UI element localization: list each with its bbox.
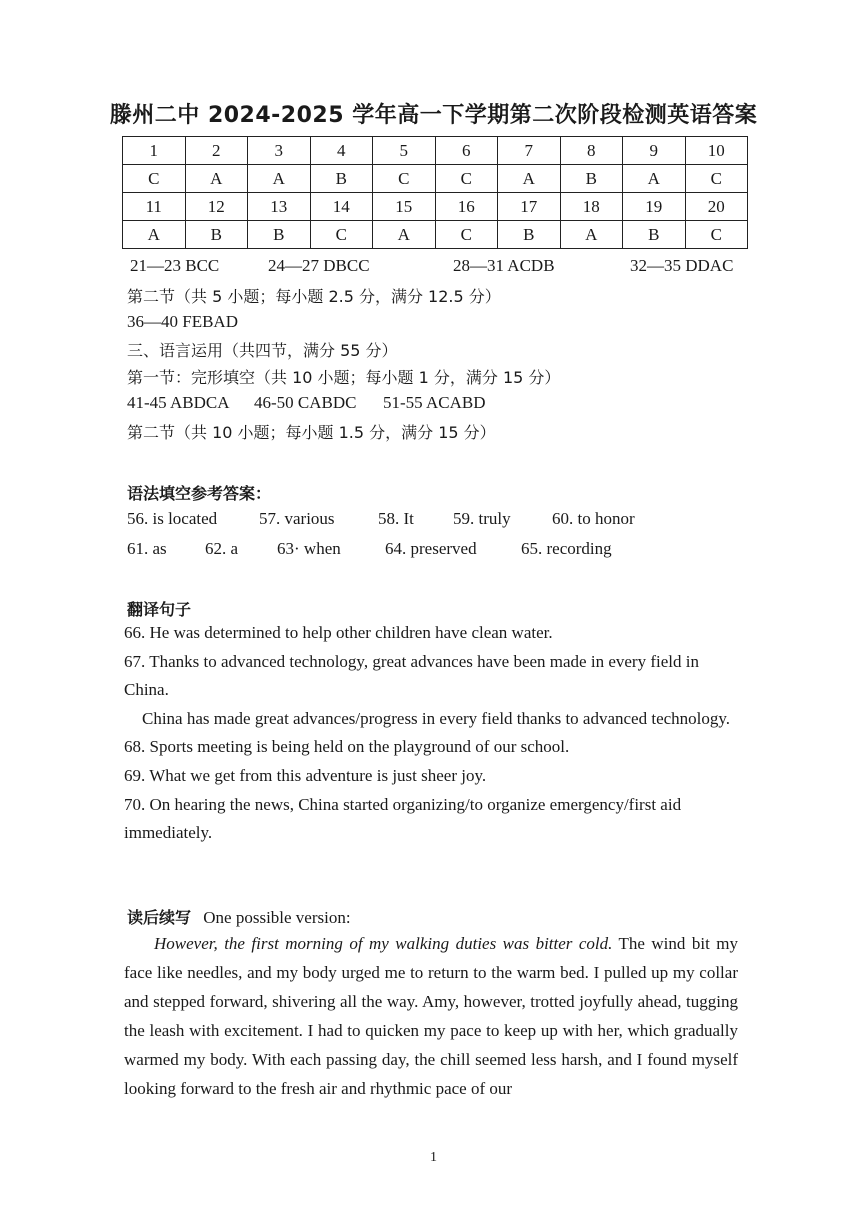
table-cell: A [623,165,686,193]
grammar-answer: 63· when [277,539,341,558]
continuation-heading-line [127,905,351,928]
grammar-answer: 56. is located [127,509,218,528]
table-cell: B [623,221,686,249]
table-cell: 18 [560,193,623,221]
table-cell: A [498,165,561,193]
table-cell: 9 [623,137,686,165]
table-row [123,221,748,249]
translation-item: 67. Thanks to advanced technology, great advances have been made in every field in China. [124,651,699,700]
answer-line: 36—40 FEBAD [127,312,238,331]
essay-body: The wind bit my face like needles, and my body urged me to return to the warm bed. I pulled up my collar and stepped forward, shivering all the way. Amy, however, trotted joyfully ahead, tugging the leash with excitement. I had to quicken my pace to keep up with her, which gradually warmed my body. With each passing day, the chill seemed less harsh, and I found myself looking forward to the fresh air and rhythmic pace of our [124,934,738,1098]
section-heading: 第一节：完形填空（共 10 小题；每小题 1 分，满分 15 分） [127,368,561,387]
grammar-answer: 57. various [259,509,335,528]
table-cell: C [435,165,498,193]
table-cell: B [498,221,561,249]
table-row [123,193,748,221]
table-cell: A [560,221,623,249]
table-cell: 16 [435,193,498,221]
answer-key-table [122,136,748,249]
table-cell: A [248,165,311,193]
grammar-answers-row [127,509,747,533]
table-cell: 17 [498,193,561,221]
table-cell: 13 [248,193,311,221]
table-cell: C [310,221,373,249]
continuation-subheading: One possible version: [203,908,351,927]
translation-item: 66. He was determined to help other children have clean water. [124,623,553,642]
cloze-answers-line [127,393,527,417]
table-cell: 2 [185,137,248,165]
table-cell: C [685,221,748,249]
grammar-answer: 64. preserved [385,539,477,558]
grammar-answer: 61. as [127,539,167,558]
table-cell: 5 [373,137,436,165]
table-cell: 14 [310,193,373,221]
answer-group: 24—27 DBCC [268,256,370,275]
essay-italic-start: However, the first morning of my walking duties was bitter cold. [154,934,613,953]
translation-item: 70. On hearing the news, China started organizing/to organize emergency/first aid immediately. [124,794,682,843]
table-cell: 6 [435,137,498,165]
table-cell: 8 [560,137,623,165]
table-cell: 20 [685,193,748,221]
table-cell: C [373,165,436,193]
table-row [123,137,748,165]
grammar-answer: 58. It [378,509,414,528]
grammar-answer: 59. truly [453,509,511,528]
translation-item: 69. What we get from this adventure is just sheer joy. [124,765,487,785]
translation-answers [124,619,744,848]
table-cell: B [560,165,623,193]
table-cell: A [185,165,248,193]
table-cell: A [123,221,186,249]
answer-group: 51-55 ACABD [383,393,486,412]
translation-item: 68. Sports meeting is being held on the playground of our school. [124,737,570,757]
table-cell: B [185,221,248,249]
translation-item: China has made great advances/progress in every field thanks to advanced technology. [142,708,731,728]
table-cell: 7 [498,137,561,165]
grammar-answer: 65. recording [521,539,612,558]
section-heading: 第二节（共 5 小题；每小题 2.5 分，满分 12.5 分） [127,287,501,306]
grammar-answer: 60. to honor [552,509,635,528]
table-cell: 12 [185,193,248,221]
table-cell: 11 [123,193,186,221]
continuation-heading: 读后续写 [127,908,192,927]
translation-heading: 翻译句子 [127,600,192,619]
grammar-answer: 62. a [205,539,239,558]
section-heading: 三、语言运用（共四节，满分 55 分） [127,341,398,360]
sample-essay [124,929,738,1103]
answer-group: 41-45 ABDCA [127,393,230,412]
table-cell: A [373,221,436,249]
answer-groups-line [127,256,747,280]
table-cell: 15 [373,193,436,221]
section-heading: 第二节（共 10 小题；每小题 1.5 分，满分 15 分） [127,423,496,442]
table-cell: 1 [123,137,186,165]
table-cell: C [435,221,498,249]
grammar-answers-row [127,539,747,563]
table-cell: B [248,221,311,249]
answer-group: 46-50 CABDC [254,393,357,412]
answer-group: 21—23 BCC [130,256,220,275]
table-cell: 4 [310,137,373,165]
table-cell: C [123,165,186,193]
page-title: 滕州二中 2024-2025 学年高一下学期第二次阶段检测英语答案 [109,103,758,128]
table-cell: 10 [685,137,748,165]
table-cell: B [310,165,373,193]
table-cell: 19 [623,193,686,221]
page-number: 1 [430,1150,437,1165]
table-row [123,165,748,193]
table-cell: C [685,165,748,193]
answer-group: 32—35 DDAC [630,256,734,275]
grammar-heading: 语法填空参考答案： [127,484,272,503]
table-cell: 3 [248,137,311,165]
answer-group: 28—31 ACDB [453,256,555,275]
